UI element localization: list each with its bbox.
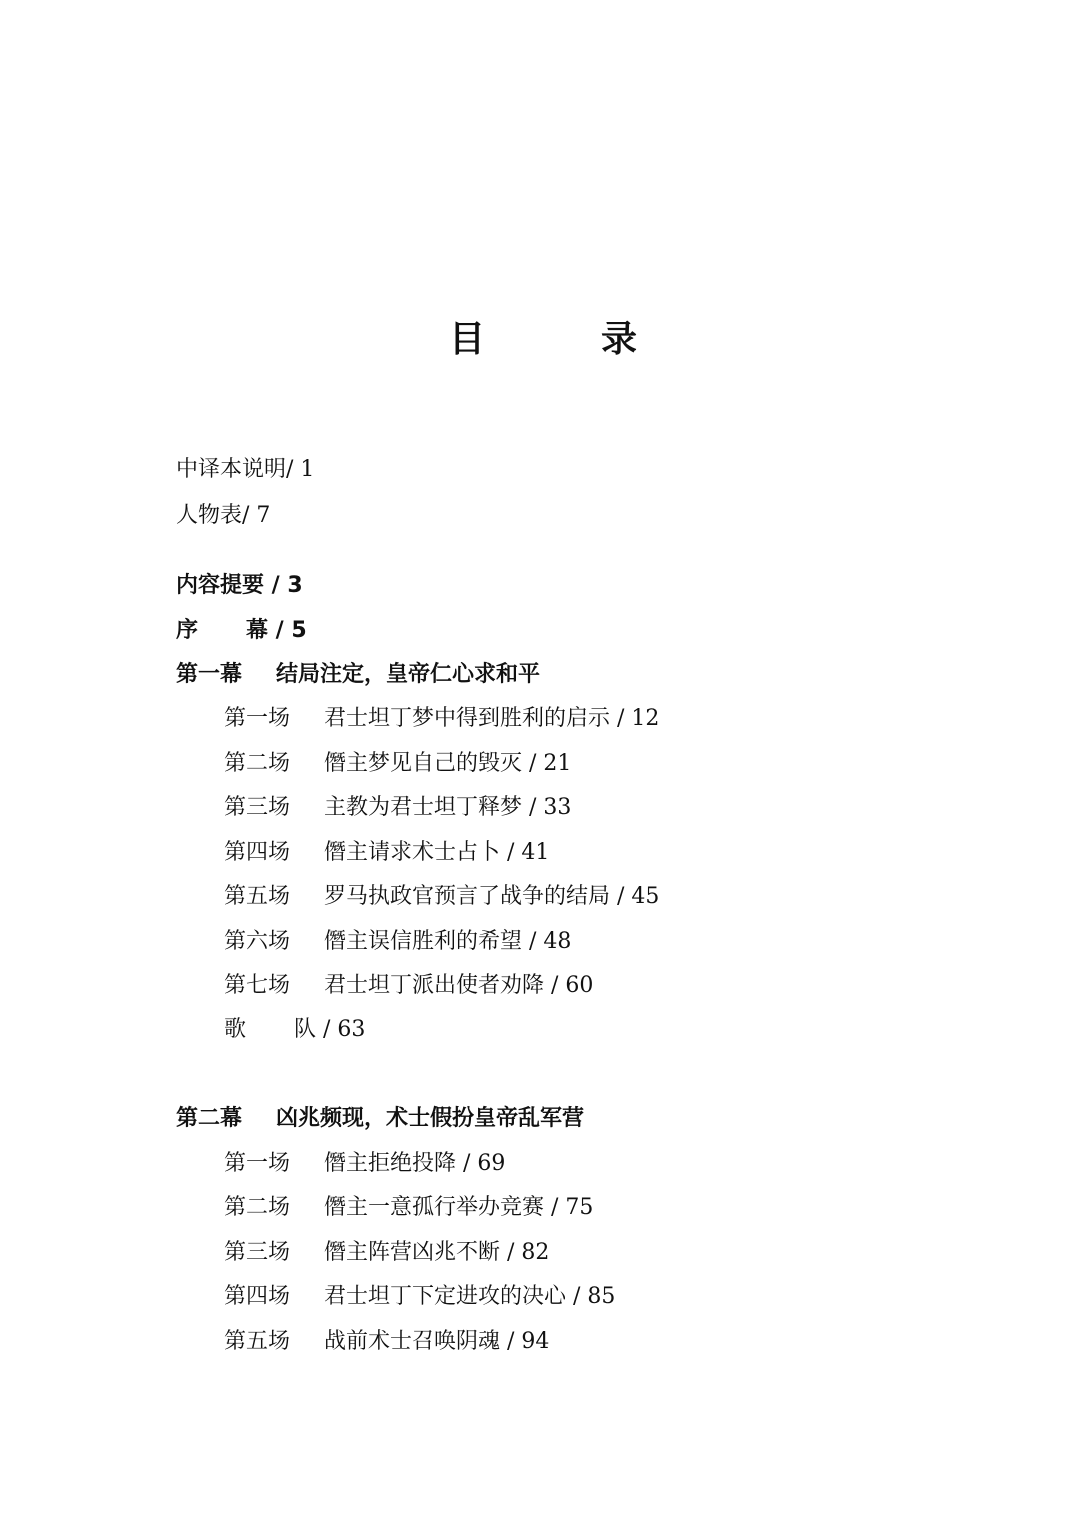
scene-text: 僭主误信胜利的希望 / 48 — [324, 929, 572, 954]
scene-text: 僭主拒绝投降 / 69 — [324, 1151, 506, 1176]
chorus-label-a: 歌 — [224, 1017, 247, 1042]
scene-text: 罗马执政官预言了战争的结局 / 45 — [324, 884, 660, 909]
toc-scene-entry[interactable] — [224, 1282, 615, 1312]
scene-text: 僭主一意孤行举办竞赛 / 75 — [324, 1195, 594, 1220]
scene-label: 第六场 — [224, 929, 291, 954]
act-label: 第一幕 — [176, 662, 243, 687]
scene-text: 僭主请求术士占卜 / 41 — [324, 840, 550, 865]
scene-text: 主教为君士坦丁释梦 / 33 — [324, 795, 572, 820]
scene-text: 君士坦丁下定进攻的决心 / 85 — [324, 1284, 616, 1309]
toc-scene-entry[interactable] — [224, 1193, 593, 1223]
scene-label: 第一场 — [224, 706, 291, 731]
toc-chorus-entry[interactable] — [224, 1015, 365, 1045]
prologue-label-a: 序 — [176, 618, 199, 643]
toc-entry-translator-note[interactable]: 中译本说明/ 1 — [176, 457, 315, 482]
toc-scene-entry[interactable] — [224, 838, 549, 868]
prologue-label-b: 幕 / 5 — [246, 618, 307, 643]
scene-text: 君士坦丁梦中得到胜利的启示 / 12 — [324, 706, 660, 731]
toc-scene-entry[interactable] — [224, 1327, 549, 1357]
toc-act-2-heading[interactable] — [176, 1104, 584, 1134]
scene-text: 君士坦丁派出使者劝降 / 60 — [324, 973, 594, 998]
toc-scene-entry[interactable] — [224, 704, 659, 734]
scene-text: 僭主阵营凶兆不断 / 82 — [324, 1240, 550, 1265]
scene-label: 第三场 — [224, 1240, 291, 1265]
toc-act-1-heading[interactable] — [176, 660, 540, 690]
scene-label: 第一场 — [224, 1151, 291, 1176]
act-label: 第二幕 — [176, 1106, 243, 1131]
chorus-label-b: 队 / 63 — [294, 1017, 366, 1042]
page-title: 目 录 — [448, 319, 677, 360]
act-title: 结局注定，皇帝仁心求和平 — [276, 662, 541, 687]
scene-label: 第二场 — [224, 1195, 291, 1220]
scene-label: 第五场 — [224, 1329, 291, 1354]
act-title: 凶兆频现，术士假扮皇帝乱军营 — [276, 1106, 585, 1131]
toc-scene-entry[interactable] — [224, 1149, 505, 1179]
scene-text: 战前术士召唤阴魂 / 94 — [324, 1329, 550, 1354]
scene-label: 第四场 — [224, 840, 291, 865]
toc-scene-entry[interactable] — [224, 971, 593, 1001]
scene-label: 第七场 — [224, 973, 291, 998]
scene-label: 第三场 — [224, 795, 291, 820]
toc-scene-entry[interactable] — [224, 793, 571, 823]
scene-text: 僭主梦见自己的毁灭 / 21 — [324, 751, 572, 776]
scene-label: 第五场 — [224, 884, 291, 909]
toc-scene-entry[interactable] — [224, 882, 659, 912]
toc-entry-characters[interactable]: 人物表/ 7 — [176, 503, 271, 528]
scene-label: 第四场 — [224, 1284, 291, 1309]
toc-entry-prologue[interactable] — [176, 616, 307, 646]
toc-scene-entry[interactable] — [224, 1238, 549, 1268]
toc-scene-entry[interactable] — [224, 927, 571, 957]
scene-label: 第二场 — [224, 751, 291, 776]
toc-scene-entry[interactable] — [224, 749, 571, 779]
toc-entry-summary[interactable]: 内容提要 / 3 — [176, 573, 303, 598]
